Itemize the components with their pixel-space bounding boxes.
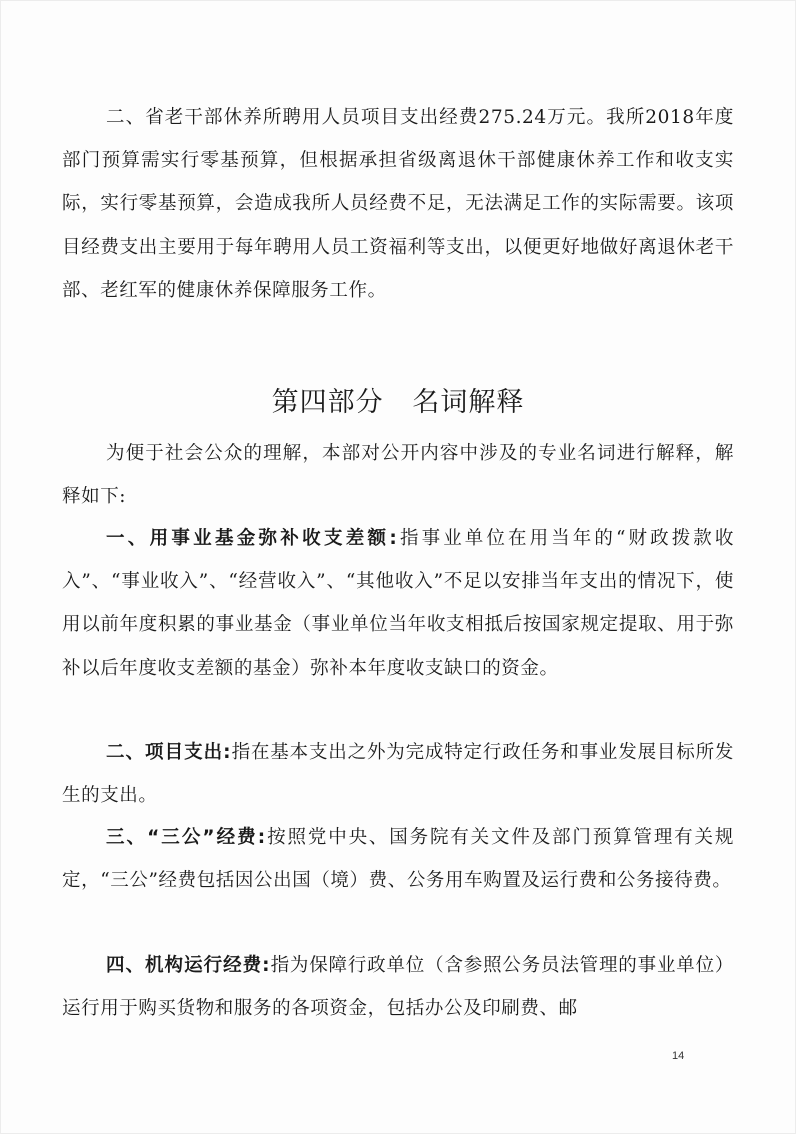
budget-item-paragraph: 二、省老干部休养所聘用人员项目支出经费275.24万元。我所2018年度部门预算需实行零基预算，但根据承担省级离退休干部健康休养工作和收支实际，实行零基预算，会造成我所人员经费不足，无法满足工作的实际需要。该项目经费支出主要用于每年聘用人员工资福利等支出，以便更好地做好离退休老干部、老红军的健康休养保障服务工作。 xyxy=(62,107,734,301)
intro-paragraph: 为便于社会公众的理解，本部对公开内容中涉及的专业名词进行解释，解释如下: xyxy=(62,443,734,508)
term-label: 一、用事业基金弥补收支差额: xyxy=(106,528,398,549)
term-paragraph-three-public-expenses xyxy=(62,816,734,902)
term-definition: 指为保障行政单位（含参照公务员法管理的事业单位）运行用于购买货物和服务的各项资金，包括办公及印刷费、邮 xyxy=(62,955,734,1020)
term-paragraph-fund-balance xyxy=(62,517,734,690)
term-label: 三、“三公”经费: xyxy=(106,827,266,848)
section-heading: 第四部分 名词解释 xyxy=(271,387,525,418)
term-paragraph-operating-expenses xyxy=(62,944,734,1030)
term-definition: 指事业单位在用当年的“财政拨款收入”、“事业收入”、“经营收入”、“其他收入”不足以安排当年支出的情况下，使用以前年度积累的事业基金（事业单位当年收支相抵后按国家规定提取、用于弥补以后年度收支差额的基金）弥补本年度收支缺口的资金。 xyxy=(62,528,734,679)
term-label: 二、项目支出: xyxy=(106,742,232,763)
page-number: 14 xyxy=(672,1050,685,1062)
term-paragraph-project-expenditure xyxy=(62,731,734,817)
term-definition: 按照党中央、国务院有关文件及部门预算管理有关规定，“三公”经费包括因公出国（境）费、公务用车购置及运行费和公务接待费。 xyxy=(62,827,734,892)
term-definition: 指在基本支出之外为完成特定行政任务和事业发展目标所发生的支出。 xyxy=(62,742,734,807)
term-label: 四、机构运行经费: xyxy=(106,955,271,976)
